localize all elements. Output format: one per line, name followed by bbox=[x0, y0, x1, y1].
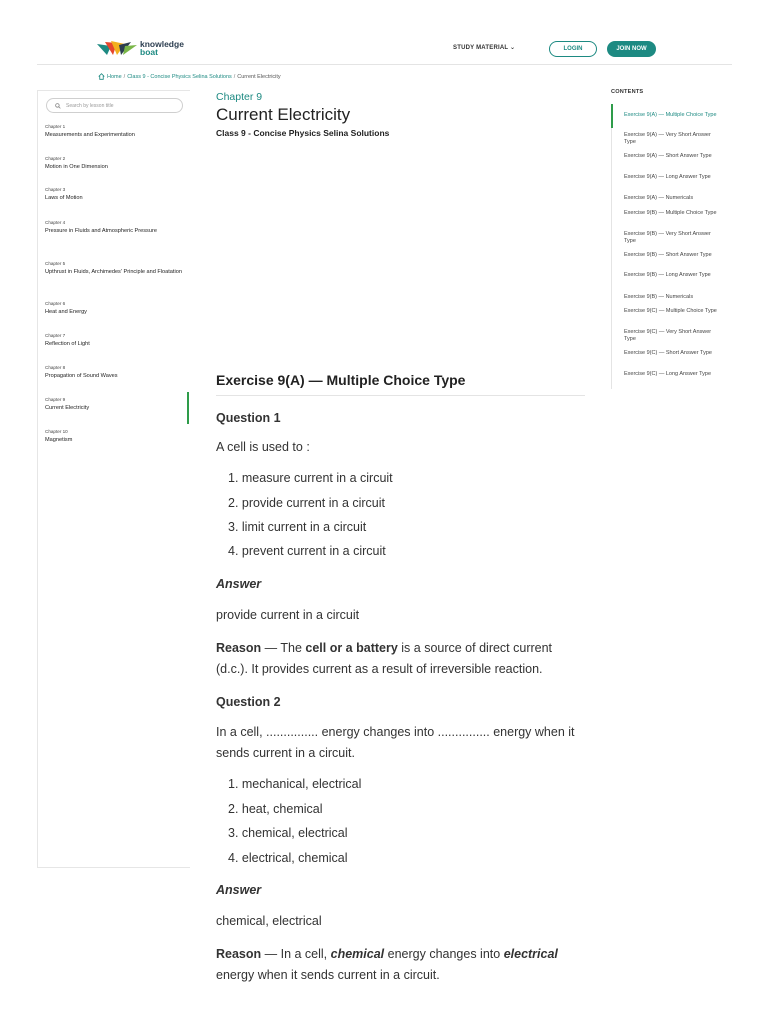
reason-emphasis: electrical bbox=[503, 947, 558, 961]
chapter-title: Pressure in Fluids and Atmospheric Pressure bbox=[45, 228, 157, 234]
question-2-text: In a cell, ............... energy changes into ............... energy when it sends current in a circuit. bbox=[216, 725, 575, 760]
question-2-answer: chemical, electrical bbox=[216, 914, 322, 928]
login-button[interactable]: LOGIN bbox=[549, 41, 597, 57]
question-1-option-2: 2. provide current in a circuit bbox=[228, 496, 386, 510]
toc-item[interactable]: Exercise 9(A) — Long Answer Type bbox=[624, 174, 711, 180]
question-1-option-3: 3. limit current in a circuit bbox=[228, 520, 367, 534]
sidebar-item-chapter-9[interactable] bbox=[45, 397, 183, 412]
top-header bbox=[37, 34, 732, 65]
logo-line-1: knowledge bbox=[140, 39, 184, 49]
chapter-title: Measurements and Experimentation bbox=[45, 132, 135, 138]
question-1-option-1: 1. measure current in a circuit bbox=[228, 471, 393, 485]
chapter-number: Chapter 3 bbox=[45, 187, 66, 192]
chapter-title: Current Electricity bbox=[45, 405, 90, 411]
chapter-number: Chapter 10 bbox=[45, 429, 68, 434]
toc-item[interactable]: Exercise 9(B) — Very Short Answer Type bbox=[624, 231, 711, 244]
question-1-option-4: 4. prevent current in a circuit bbox=[228, 544, 386, 558]
logo-line-2: boat bbox=[140, 47, 158, 57]
reason-text: energy when it sends current in a circuit. bbox=[216, 968, 440, 982]
question-2-answer-label: Answer bbox=[216, 883, 262, 897]
contents-rail bbox=[611, 104, 612, 389]
reason-text: energy changes into bbox=[384, 947, 504, 961]
exercise-heading: Exercise 9(A) — Multiple Choice Type bbox=[216, 372, 466, 388]
page-subtitle: Class 9 - Concise Physics Selina Solutions bbox=[216, 128, 390, 138]
search-placeholder: Search by lesson title bbox=[66, 102, 114, 109]
toc-item[interactable]: Exercise 9(A) — Numericals bbox=[624, 195, 694, 201]
search-icon bbox=[55, 103, 61, 109]
question-2-option-4: 4. electrical, chemical bbox=[228, 851, 348, 865]
toc-item[interactable]: Exercise 9(C) — Multiple Choice Type bbox=[624, 308, 717, 314]
chapter-title: Magnetism bbox=[45, 437, 73, 443]
chapter-title: Laws of Motion bbox=[45, 195, 83, 201]
toc-item[interactable]: Exercise 9(B) — Long Answer Type bbox=[624, 272, 711, 278]
contents-heading: CONTENTS bbox=[611, 89, 644, 95]
join-now-button[interactable]: JOIN NOW bbox=[607, 41, 656, 57]
active-chapter-indicator bbox=[187, 392, 189, 424]
sidebar-item-chapter-7[interactable] bbox=[45, 333, 183, 348]
breadcrumb-separator: / bbox=[123, 73, 126, 80]
chapter-number: Chapter 1 bbox=[45, 124, 66, 129]
sidebar-item-chapter-8[interactable] bbox=[45, 365, 183, 380]
chapter-sidebar bbox=[37, 90, 190, 868]
question-1-reason bbox=[216, 638, 586, 680]
chapter-title: Motion in One Dimension bbox=[45, 164, 108, 170]
question-1-label: Question 1 bbox=[216, 411, 281, 425]
chapter-number: Chapter 4 bbox=[45, 220, 66, 225]
sidebar-item-chapter-6[interactable] bbox=[45, 301, 183, 316]
chapter-title: Propagation of Sound Waves bbox=[45, 373, 118, 379]
boat-logo-icon bbox=[97, 40, 137, 56]
logo-text bbox=[140, 40, 184, 56]
toc-item[interactable]: Exercise 9(C) — Long Answer Type bbox=[624, 371, 712, 377]
chapter-number: Chapter 8 bbox=[45, 365, 66, 370]
page-title: Current Electricity bbox=[216, 105, 351, 124]
search-input[interactable] bbox=[46, 98, 183, 113]
reason-text: — In a cell, bbox=[261, 947, 331, 961]
toc-item[interactable]: Exercise 9(A) — Very Short Answer Type bbox=[624, 132, 711, 145]
study-material-menu[interactable]: STUDY MATERIAL ⌄ bbox=[453, 45, 516, 51]
reason-text: is a source of direct current (d.c.). It provides current as a result of irreversible reaction. bbox=[216, 641, 553, 676]
chapter-label: Chapter 9 bbox=[216, 91, 263, 103]
question-2-label: Question 2 bbox=[216, 695, 281, 709]
home-icon[interactable] bbox=[98, 73, 105, 80]
breadcrumb-separator: / bbox=[233, 73, 236, 80]
sidebar-item-chapter-3[interactable] bbox=[45, 187, 183, 202]
question-2-reason bbox=[216, 944, 586, 986]
contents-active-indicator bbox=[611, 104, 613, 128]
toc-item[interactable]: Exercise 9(C) — Very Short Answer Type bbox=[624, 329, 712, 342]
sidebar-item-chapter-10[interactable] bbox=[45, 429, 183, 444]
question-2-option-3: 3. chemical, electrical bbox=[228, 826, 348, 840]
toc-item[interactable]: Exercise 9(A) — Short Answer Type bbox=[624, 153, 712, 159]
reason-bold: cell or a battery bbox=[305, 641, 398, 655]
question-2-option-2: 2. heat, chemical bbox=[228, 802, 323, 816]
toc-item[interactable]: Exercise 9(C) — Short Answer Type bbox=[624, 350, 712, 356]
breadcrumb bbox=[98, 73, 281, 80]
toc-item[interactable]: Exercise 9(B) — Numericals bbox=[624, 294, 694, 300]
breadcrumb-current: Current Electricity bbox=[237, 73, 281, 80]
reason-label: Reason bbox=[216, 641, 262, 655]
chapter-number: Chapter 5 bbox=[45, 261, 66, 266]
chapter-title: Reflection of Light bbox=[45, 341, 90, 347]
chapter-number: Chapter 2 bbox=[45, 156, 66, 161]
chapter-number: Chapter 7 bbox=[45, 333, 66, 338]
question-2-option-1: 1. mechanical, electrical bbox=[228, 777, 362, 791]
question-1-answer-label: Answer bbox=[216, 577, 262, 591]
chapter-title: Upthrust in Fluids, Archimedes' Principle and Floatation bbox=[45, 269, 182, 275]
breadcrumb-home[interactable]: Home bbox=[107, 73, 122, 80]
reason-text: — The bbox=[261, 641, 306, 655]
toc-item[interactable]: Exercise 9(B) — Multiple Choice Type bbox=[624, 210, 717, 216]
question-1-text: A cell is used to : bbox=[216, 440, 310, 454]
logo[interactable] bbox=[97, 40, 184, 56]
reason-emphasis: chemical bbox=[330, 947, 385, 961]
chapter-title: Heat and Energy bbox=[45, 309, 87, 315]
chapter-number: Chapter 6 bbox=[45, 301, 66, 306]
sidebar-item-chapter-5[interactable] bbox=[45, 261, 183, 276]
sidebar-item-chapter-4[interactable] bbox=[45, 220, 183, 235]
chapter-number: Chapter 9 bbox=[45, 397, 66, 402]
breadcrumb-book[interactable]: Class 9 - Concise Physics Selina Solutions bbox=[127, 73, 232, 80]
sidebar-item-chapter-2[interactable] bbox=[45, 156, 183, 171]
divider bbox=[216, 395, 585, 396]
sidebar-item-chapter-1[interactable] bbox=[45, 124, 183, 139]
question-1-answer: provide current in a circuit bbox=[216, 608, 360, 622]
toc-item[interactable]: Exercise 9(B) — Short Answer Type bbox=[624, 252, 712, 258]
toc-item[interactable]: Exercise 9(A) — Multiple Choice Type bbox=[624, 112, 717, 118]
reason-label: Reason bbox=[216, 947, 262, 961]
